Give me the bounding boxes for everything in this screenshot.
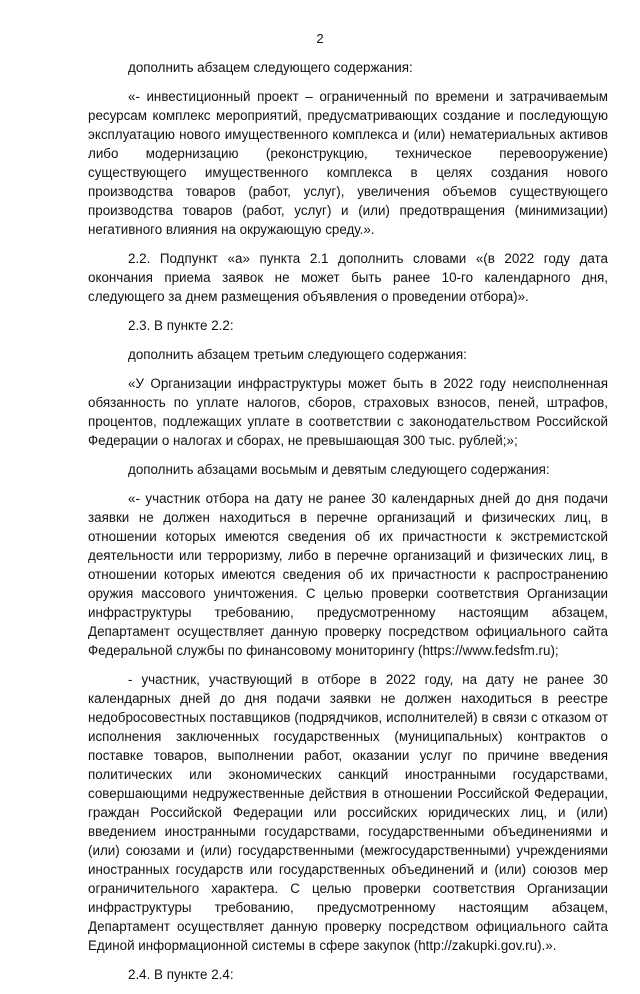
page-number: 2 bbox=[316, 31, 324, 46]
paragraph-extremism-check: «- участник отбора на дату не ранее 30 календарных дней до дня подачи заявки не должен находиться в перечне организаций и физических лиц, в отношении которых имеются сведения об их причастности к экстремистской деятельности или терроризму, либо в перечне организаций и физических лиц, в отношении которых имеются сведения об их причастности к распространению оружия массового уничтожения. С целью проверки соответствия Организации инфраструктуры требованию, предусмотренному настоящим абзацем, Департамент осуществляет данную проверку посредством официального сайта Федеральной службы по финансовому мониторингу (https://www.fedsfm.ru); bbox=[88, 491, 608, 658]
paragraph-investment-project-definition: «- инвестиционный проект – ограниченный по времени и затрачиваемым ресурсам комплекс мероприятий, предусматривающих создание и последующую эксплуатацию нового имущественного комплекса и (или) нематериальных активов либо модернизацию (реконструкцию, техническое перевооружение) существующего имущественного комплекса в целях создания нового производства товаров (работ, услуг), увеличения объемов существующего производства товаров (работ, услуг) и (или) предотвращения (минимизации) негативного влияния на окружающую среду.». bbox=[88, 89, 608, 237]
paragraph-add-eighth-ninth-clauses: дополнить абзацами восьмым и девятым следующего содержания: bbox=[128, 462, 550, 477]
paragraph-2-3-heading: 2.3. В пункте 2.2: bbox=[128, 318, 234, 333]
paragraph-2-2: 2.2. Подпункт «а» пункта 2.1 дополнить словами «(в 2022 году дата окончания приема заявок не может быть ранее 10-го календарного дня, следующего за днем размещения объявления о проведении отбора)». bbox=[88, 251, 608, 304]
paragraph-unreliable-suppliers-check: - участник, участвующий в отборе в 2022 году, на дату не ранее 30 календарных дней до дня подачи заявки не должен находиться в реестре недобросовестных поставщиков (подрядчиков, исполнителей) в связи с отказом от исполнения заключенных государственных (муниципальных) контрактов о поставке товаров, выполнении работ, оказании услуг по причине введения политических или экономических санкций иностранными государствами, совершающими недружественные действия в отношении Российской Федерации, граждан Российской Федерации или российских юридических лиц, и (или) введением иностранными государствами, государственными объединениями и (или) союзами и (или) государственными (межгосударственными) учреждениями иностранных государств или государственных объединений и (или) союзов мер ограничительного характера. С целью проверки соответствия Организации инфраструктуры требованию, предусмотренному настоящим абзацем, Департамент осуществляет данную проверку посредством официального сайта Единой информационной системы в сфере закупок (http://zakupki.gov.ru).». bbox=[88, 672, 608, 953]
paragraph-2-4-heading: 2.4. В пункте 2.4: bbox=[128, 967, 234, 982]
paragraph-add-third-clause: дополнить абзацем третьим следующего содержания: bbox=[128, 347, 467, 362]
document-body bbox=[88, 58, 608, 994]
paragraph-add-clause-intro: дополнить абзацем следующего содержания: bbox=[128, 60, 413, 75]
paragraph-tax-obligation: «У Организации инфраструктуры может быть в 2022 году неисполненная обязанность по уплате налогов, сборов, страховых взносов, пеней, штрафов, процентов, подлежащих уплате в соответствии с законодательством Российской Федерации о налогах и сборах, не превышающая 300 тыс. рублей;»; bbox=[88, 376, 608, 448]
